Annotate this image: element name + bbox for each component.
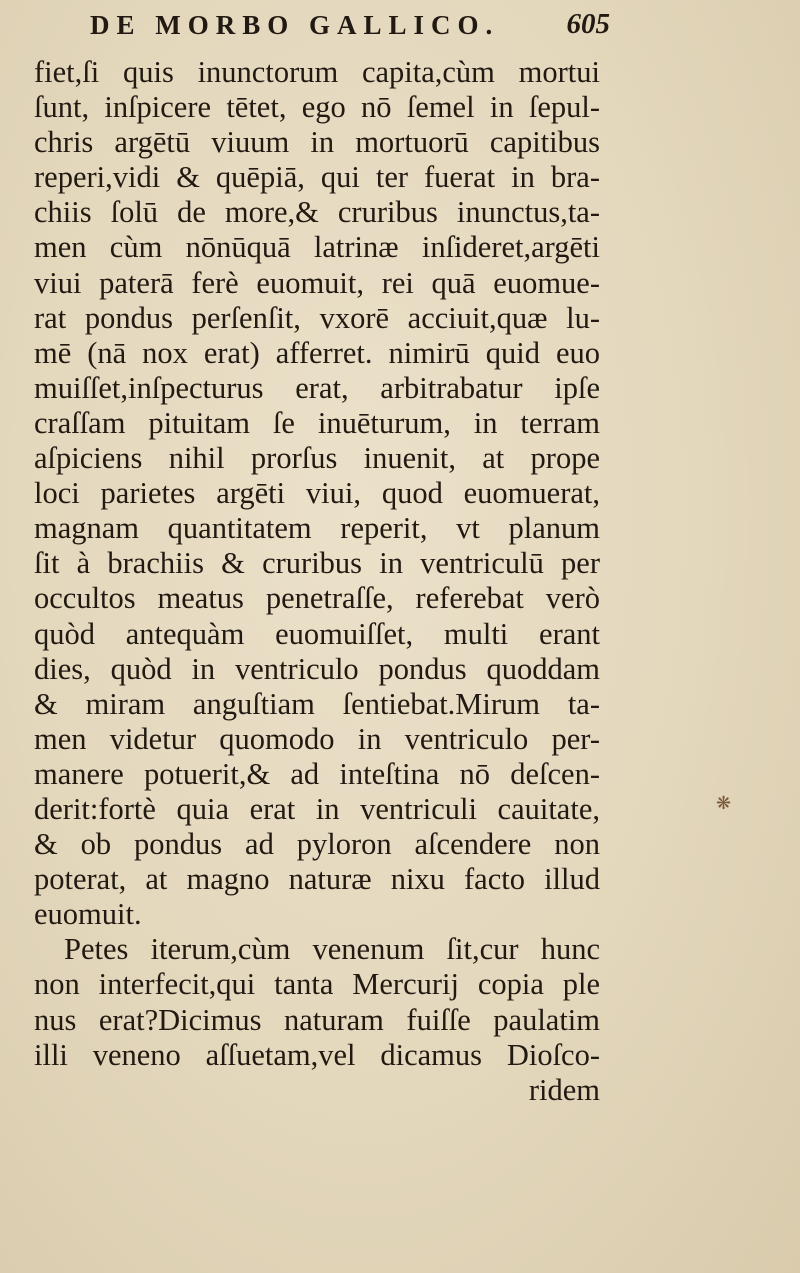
text-line: fiet,ſi quis inunctorum capita,cùm mortui <box>34 55 600 89</box>
catchword: ridem <box>528 1072 600 1107</box>
text-line: & miram anguſtiam ſentiebat.Mirum ta- <box>34 686 600 721</box>
text-line: dies, quòd in ventriculo pondus quoddam <box>34 651 600 686</box>
text-line: rat pondus perſenſit, vxorē acciuit,quæ lu- <box>34 300 600 335</box>
text-line: nus erat?Dicimus naturam fuiſſe paulatim <box>34 1002 600 1037</box>
text-line: occultos meatus penetraſſe, referebat verò <box>34 581 600 616</box>
text-line: men videtur quomodo in ventriculo per- <box>34 721 600 756</box>
text-line: chiis ſolū de more,& cruribus inunctus,ta- <box>34 195 600 230</box>
text-line: derit:fortè quia erat in ventriculi cauitate, <box>34 791 600 826</box>
running-head <box>90 10 610 50</box>
text-line: manere potuerit,& ad inteſtina nō deſcen- <box>34 756 600 791</box>
ink-blot-icon: ❋ <box>716 793 732 814</box>
text-line: quòd antequàm euomuiſſet, multi erant <box>34 616 600 651</box>
text-line: poterat, at magno naturæ nixu facto illud <box>34 862 600 897</box>
text-line: craſſam pituitam ſe inuēturum, in terram <box>34 405 600 440</box>
text-line: & ob pondus ad pyloron aſcendere non <box>34 827 600 862</box>
text-line: loci parietes argēti viui, quod euomuerat, <box>34 476 600 511</box>
page-number: 605 <box>566 8 610 40</box>
running-title: DE MORBO GALLICO. <box>90 10 500 40</box>
text-line: chris argētū viuum in mortuorū capitibus <box>34 125 600 160</box>
text-line: mē (nā nox erat) afferret. nimirū quid euo <box>34 335 600 370</box>
paragraph-end-line: euomuit. <box>34 897 142 932</box>
paragraph-start-line: Petes iterum,cùm venenum ſit,cur hunc <box>64 932 600 967</box>
text-line: illi veneno aſſuetam,vel dicamus Dioſco- <box>34 1037 600 1072</box>
text-line: viui paterā ferè euomuit, rei quā euomue- <box>34 265 600 300</box>
text-line: aſpiciens nihil prorſus inuenit, at prope <box>34 441 600 476</box>
text-line: magnam quantitatem reperit, vt planum <box>34 511 600 546</box>
text-line: muiſſet,inſpecturus erat, arbitrabatur ipſe <box>34 370 600 405</box>
body-text <box>34 55 600 1108</box>
text-line: reperi,vidi & quēpiā, qui ter fuerat in bra- <box>34 160 600 195</box>
text-line: ſunt, inſpicere tētet, ego nō ſemel in ſepul- <box>34 90 600 125</box>
text-line: men cùm nōnūquā latrinæ inſideret,argēti <box>34 230 600 265</box>
text-line: ſit à brachiis & cruribus in ventriculū per <box>34 546 600 581</box>
text-line: non interfecit,qui tanta Mercurij copia ple <box>34 967 600 1002</box>
